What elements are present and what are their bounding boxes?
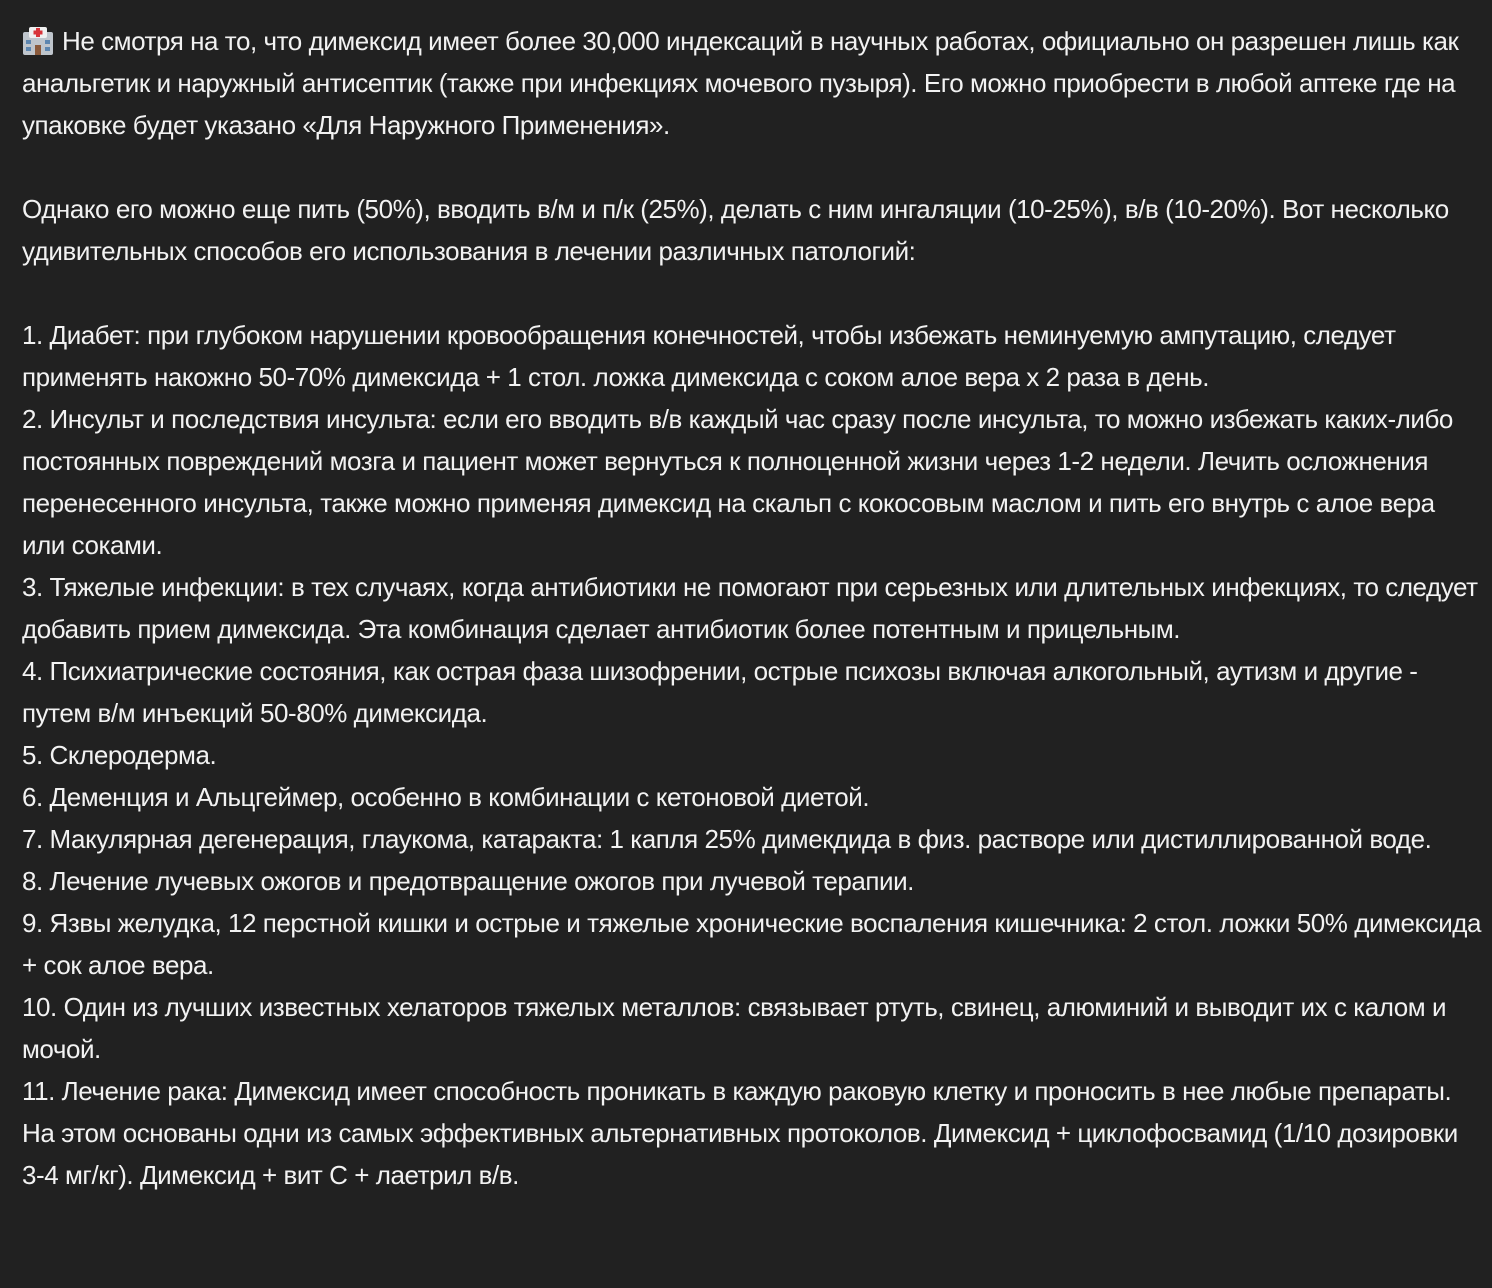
message-text <box>22 20 1482 1196</box>
usage-paragraph: Однако его можно еще пить (50%), вводить в/м и п/к (25%), делать с ним ингаляции (10-25%), в/в (10-20%). Вот несколько удивительных способов его использования в лечении различных патологий: <box>22 194 1449 266</box>
list-item: 8. Лечение лучевых ожогов и предотвращение ожогов при лучевой терапии. <box>22 866 914 896</box>
list-item: 10. Один из лучших известных хелаторов тяжелых металлов: связывает ртуть, свинец, алюминий и выводит их с калом и мочой. <box>22 992 1447 1064</box>
list-item: 6. Деменция и Альцгеймер, особенно в комбинации с кетоновой диетой. <box>22 782 870 812</box>
list-item: 2. Инсульт и последствия инсульта: если его вводить в/в каждый час сразу после инсульта, то можно избежать каких-либо постоянных повреждений мозга и пациент может вернуться к полноценной жизни через 1-2 недели. Лечить осложнения перенесенного инсульта, также можно применяя димексид на скальп с кокосовым маслом и пить его внутрь с алое вера или соками. <box>22 404 1453 560</box>
intro-paragraph: Не смотря на то, что димексид имеет более 30,000 индексаций в научных работах, официально он разрешен лишь как анальгетик и наружный антисептик (также при инфекциях мочевого пузыря). Его можно приобрести в любой аптеке где на упаковке будет указано «Для Наружного Применения». <box>22 26 1459 140</box>
list-item: 5. Склеродерма. <box>22 740 217 770</box>
list-item: 11. Лечение рака: Димексид имеет способность проникать в каждую раковую клетку и проносить в нее любые препараты. На этом основаны одни из самых эффективных альтернативных протоколов. Димексид + циклофосвамид (1/10 дозировки 3-4 мг/кг). Димексид + вит С + лаетрил в/в. <box>22 1076 1458 1190</box>
list-item: 1. Диабет: при глубоком нарушении кровообращения конечностей, чтобы избежать неминуемую ампутацию, следует применять накожно 50-70% димексида + 1 стол. ложка димексида с соком алое вера x 2 раза в день. <box>22 320 1396 392</box>
list-item: 3. Тяжелые инфекции: в тех случаях, когда антибиотики не помогают при серьезных или длительных инфекциях, то следует добавить прием димексида. Эта комбинация сделает антибиотик более потентным и прицельным. <box>22 572 1478 644</box>
list-item: 4. Психиатрические состояния, как острая фаза шизофрении, острые психозы включая алкогольный, аутизм и другие - путем в/м инъекций 50-80% димексида. <box>22 656 1418 728</box>
list-item: 9. Язвы желудка, 12 перстной кишки и острые и тяжелые хронические воспаления кишечника: 2 стол. ложки 50% димексида + сок алое вера. <box>22 908 1482 980</box>
list-item: 7. Макулярная дегенерация, глаукома, катаракта: 1 капля 25% димекдида в физ. растворе или дистиллированной воде. <box>22 824 1432 854</box>
hospital-icon <box>22 26 54 56</box>
